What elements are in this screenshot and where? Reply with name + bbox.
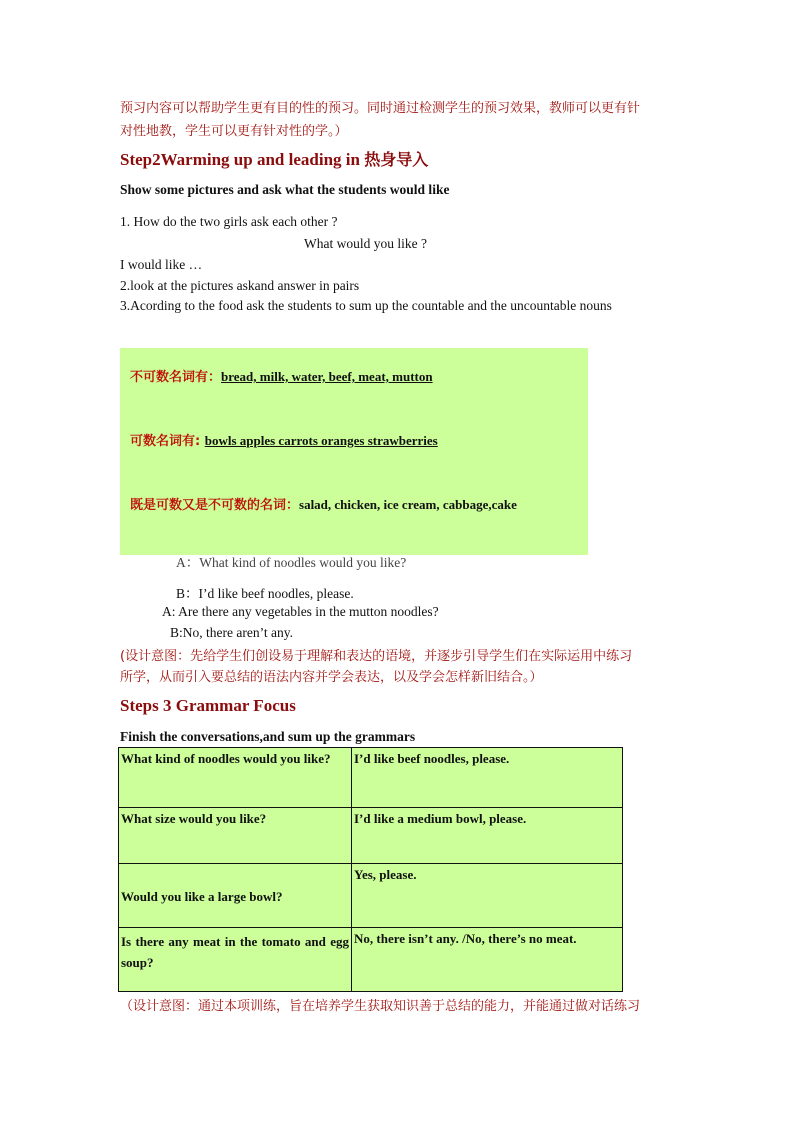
uncountable-items: bread, milk, water, beef, meat, mutton	[221, 369, 433, 384]
countable-items: bowls apples carrots oranges strawberries	[204, 433, 438, 448]
table-cell-answer: No, there isn’t any. /No, there’s no meat.	[352, 928, 623, 992]
both-row	[130, 494, 517, 513]
would-like-line: I would like …	[120, 257, 203, 272]
table-row	[119, 808, 623, 864]
design-note-1-line-1: (设计意图：先给学生们创设易于理解和表达的语境，并逐步引导学生们在实际运用中练习	[120, 649, 633, 664]
both-items: salad, chicken, ice cream, cabbage,cake	[299, 497, 517, 512]
uncountable-label: 不可数名词有：	[130, 370, 222, 385]
design-note-2: （设计意图：通过本项训练，旨在培养学生获取知识善于总结的能力，并能通过做对话练习	[120, 999, 641, 1014]
table-cell-question: Would you like a large bowl?	[119, 864, 352, 928]
intro-line-1: 预习内容可以帮助学生更有目的性的预习。同时通过检测学生的预习效果，教师可以更有针	[120, 101, 641, 116]
step2-heading	[120, 147, 428, 170]
intro-line-2: 对性地教，学生可以更有针对性的学。）	[120, 124, 348, 139]
table-cell-question: What size would you like?	[119, 808, 352, 864]
table-cell-answer: I’d like beef noodles, please.	[352, 748, 623, 808]
question-1: 1. How do the two girls ask each other ?	[120, 214, 338, 229]
table-row	[119, 864, 623, 928]
dialogue-a1: A：What kind of noodles would you like?	[176, 555, 407, 570]
question-2: 2.look at the pictures askand answer in pairs	[120, 278, 360, 293]
nouns-summary-box	[120, 348, 588, 555]
table-cell-answer: I’d like a medium bowl, please.	[352, 808, 623, 864]
table-row	[119, 748, 623, 808]
countable-label: 可数名词有:	[130, 434, 205, 449]
question-1-answer: What would you like ?	[304, 236, 427, 251]
dialogue-b2: B:No, there aren’t any.	[170, 625, 293, 640]
step3-heading: Steps 3 Grammar Focus	[120, 696, 296, 715]
countable-row	[130, 430, 438, 449]
table-cell-question: Is there any meat in the tomato and egg soup?	[119, 928, 352, 992]
step2-subtitle: Show some pictures and ask what the students would like	[120, 182, 450, 197]
design-note-1-line-2: 所学，从而引入要总结的语法内容并学会表达，以及学会怎样新旧结合。）	[120, 670, 543, 685]
both-label: 既是可数又是不可数的名词：	[130, 498, 300, 513]
table-cell-answer: Yes, please.	[352, 864, 623, 928]
step2-heading-cn: 热身导入	[364, 150, 429, 169]
question-3: 3.Acording to the food ask the students to sum up the countable and the uncountable nouns	[120, 298, 612, 313]
table-cell-question: What kind of noodles would you like?	[119, 748, 352, 808]
dialogue-b1: B：I’d like beef noodles, please.	[176, 586, 354, 601]
table-row	[119, 928, 623, 992]
grammar-focus-table	[118, 747, 623, 992]
uncountable-row	[130, 366, 433, 385]
step2-heading-en: Step2Warming up and leading in	[120, 150, 365, 169]
step3-subtitle: Finish the conversations,and sum up the grammars	[120, 729, 416, 744]
dialogue-a2: A: Are there any vegetables in the mutton noodles?	[162, 604, 439, 619]
